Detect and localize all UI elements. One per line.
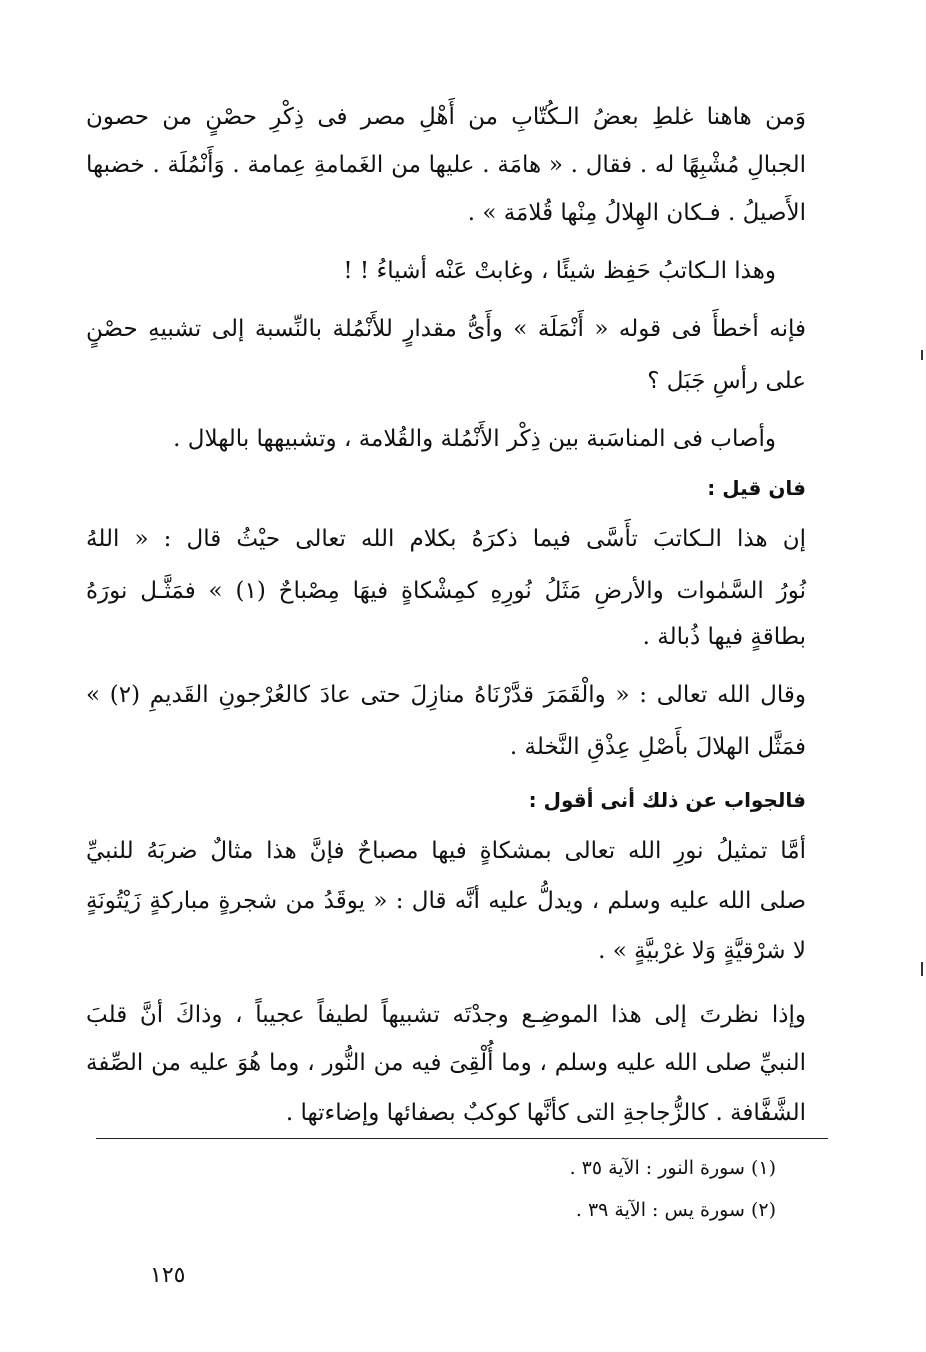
text-line: وإذا نظرتَ إلى هذا الموضِـع وجدْتَه تشبيهاً لطيفاً عجيباً ، وذاكَ أنَّ قلبَ (86, 1002, 806, 1028)
scan-mark (921, 350, 923, 360)
text-line: وأصاب فى المناسَبة بين ذِكْر الأَنْمُلة والقُلامة ، وتشبيهها بالهلال . (173, 426, 776, 452)
text-line: على رأسِ جَبَل ؟ (647, 368, 806, 394)
text-line: وقال الله تعالى : « والْقَمَرَ قدَّرْنَاهُ منازِلَ حتى عادَ كالعُرْجونِ القَديمِ (٢) » (86, 682, 807, 708)
page-number: ١٢٥ (150, 1263, 186, 1288)
text-line: صلى الله عليه وسلم ، ويدلُّ عليه أنَّه قال : « يوقَدُ من شجرةٍ مباركةٍ زَيْتُونَةٍ (86, 888, 806, 914)
text-line: إن هذا الـكاتبَ تأَسَّى فيما ذكرَهُ بكلام الله تعالى حيْثُ قال : « اللهُ (86, 526, 807, 552)
text-line: النبيِّ صلى الله عليه وسلم ، وما أُلْقِىَ فيه من النُّور ، وما هُوَ عليه من الصِّفة (86, 1050, 806, 1076)
footnote-2: (٢) سورة يس : الآية ٣٩ . (575, 1199, 776, 1221)
text-line: أمَّا تمثيلُ نورِ الله تعالى بمشكاةٍ فيها مصباحٌ فإنَّ هذا مثالٌ ضربَهُ للنبيِّ (86, 838, 806, 864)
section-heading-answer: فالجواب عن ذلك أنى أقول : (528, 788, 806, 812)
text-line: الجبالِ مُشْبِهًا له . فقال . « هامَة . عليها من الغَمامةِ عِمامة . وَأَنْمُلَة . خضبها (86, 152, 806, 178)
text-line: لا شرْقيَّةٍ وَلا غرْبيَّةٍ » . (598, 938, 806, 964)
footnote-1: (١) سورة النور : الآية ٣٥ . (569, 1157, 776, 1179)
text-line: بطاقةٍ فيها ذُبالة . (642, 624, 806, 650)
text-line: الشَّفَّافة . كالزُّجاجةِ التى كأنَّها كوكبٌ بصفائها وإضاءتها . (285, 1100, 806, 1126)
footnote-separator (96, 1138, 828, 1139)
section-heading-objection: فان قيل : (707, 476, 806, 500)
text-line: وَمن هاهنا غلطِ بعضُ الـكُتّابِ من أَهْلِ مصر فى ذِكْرِ حصْنٍ من حصون (86, 104, 806, 130)
text-line: نُورُ السَّمٰوات والأرضِ مَثَلُ نُورِهِ كمِشْكاةٍ فيهَا مِصْباحٌ (١) » فمَثَّـل نورَهُ (86, 578, 807, 604)
text-line: فإنه أخطأَ فى قوله « أَنْمَلَة » وأَىُّ مقدارٍ للأَنْمُلة بالنِّسبة إلى تشبيهِ حصْنٍ (86, 316, 806, 342)
scan-mark (921, 962, 923, 976)
text-line: فمَثَّل الهلالَ بأَصْلِ عِذْقِ النَّخلة . (509, 734, 806, 760)
text-line: الأَصيلُ . فـكان الهِلالُ مِنْها قُلامَة » . (467, 200, 806, 226)
text-line: وهذا الـكاتبُ حَفِظ شيئًا ، وغابتْ عَنْه أشياءُ ! ! (343, 258, 776, 284)
